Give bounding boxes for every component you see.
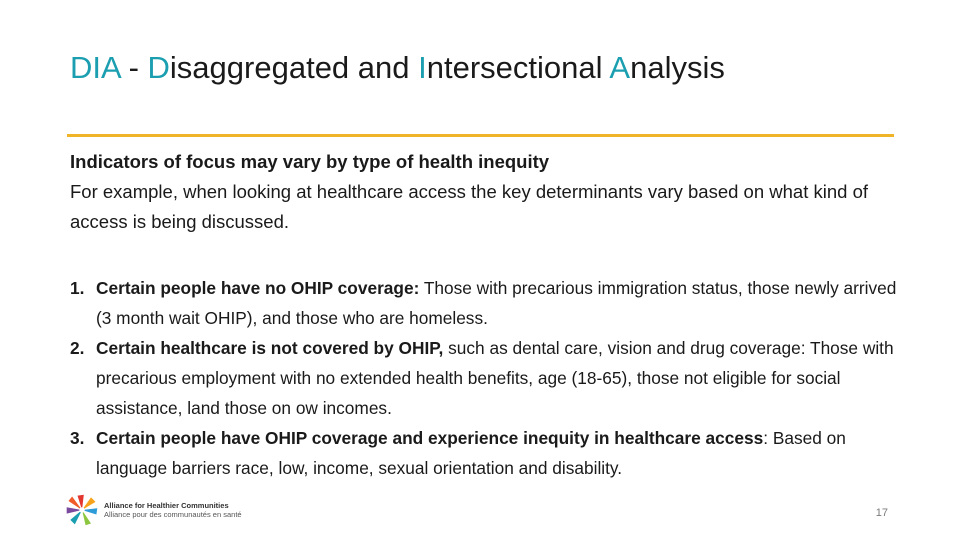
title-part: D — [147, 50, 170, 85]
list-item-text — [96, 423, 900, 483]
list-item-bold: Certain healthcare is not covered by OHIP, — [96, 338, 444, 358]
list-item — [70, 273, 900, 333]
title-part: I — [418, 50, 427, 85]
logo-text-fr: Alliance pour des communautés en santé — [104, 510, 242, 519]
slide-title — [70, 50, 725, 86]
list-number: 2. — [70, 338, 85, 358]
intro-block — [70, 147, 900, 237]
title-divider — [67, 134, 894, 137]
title-part: - — [119, 50, 148, 85]
list-item-bold: Certain people have OHIP coverage and experience inequity in healthcare access — [96, 428, 764, 448]
title-part: A — [609, 50, 631, 85]
intro-body: For example, when looking at healthcare access the key determinants vary based on what kind of access is being discussed. — [70, 181, 868, 232]
list-item — [70, 333, 900, 423]
title-part: isaggregated and — [169, 50, 419, 85]
list-item-rest: Those with precarious immigration status, those newly arrived (3 month wait OHIP), and those who are homeless. — [96, 278, 897, 328]
alliance-logo-icon — [64, 492, 100, 528]
list-number: 3. — [70, 428, 85, 448]
list-item — [70, 423, 900, 483]
list-item-rest: : Based on language barriers race, low, income, sexual orientation and disability. — [96, 428, 846, 478]
alliance-logo — [64, 490, 274, 530]
logo-text-en: Alliance for Healthier Communities — [104, 501, 229, 510]
list-number: 1. — [70, 278, 85, 298]
list-item-bold: Certain people have no OHIP coverage: — [96, 278, 420, 298]
list-item-text — [96, 273, 900, 333]
intro-lead: Indicators of focus may vary by type of health inequity — [70, 151, 550, 172]
page-number: 17 — [875, 507, 888, 519]
list-item-rest: such as dental care, vision and drug coverage: Those with precarious employment with no extended health benefits, age (18-65), those not eligible for social assistance, land those on ow incomes. — [96, 338, 894, 418]
numbered-list — [70, 273, 900, 483]
title-part: nalysis — [630, 50, 725, 85]
title-part: ntersectional — [426, 50, 610, 85]
title-part: DIA — [70, 50, 120, 85]
list-item-text — [96, 333, 900, 423]
